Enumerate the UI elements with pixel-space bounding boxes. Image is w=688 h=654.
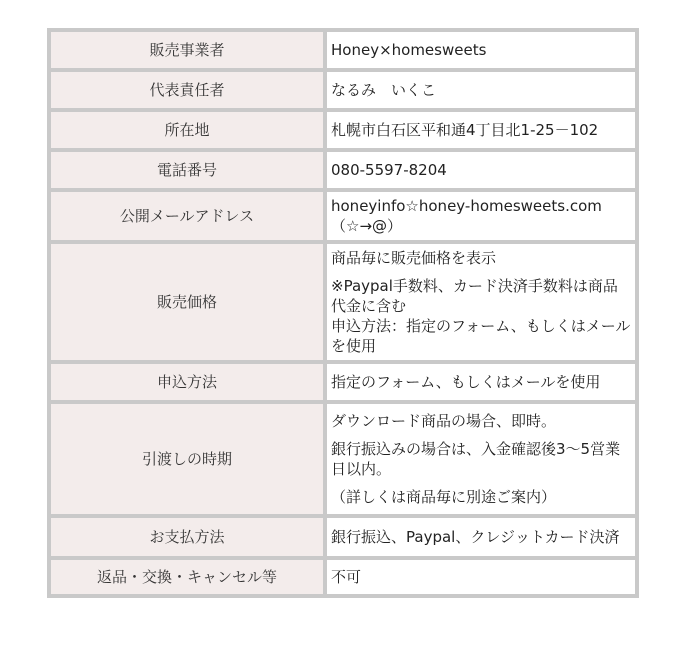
row-label-address: 所在地: [49, 110, 325, 150]
value-line: 札幌市白石区平和通4丁目北1-25－102: [331, 121, 599, 139]
row-value-payment: [325, 516, 637, 558]
value-line: （☆→@）: [331, 217, 403, 235]
value-line: 商品毎に販売価格を表示: [331, 249, 497, 267]
row-value-returns: [325, 558, 637, 596]
table-row: [49, 30, 637, 70]
table-row: [49, 242, 637, 362]
value-line: Honey×homesweets: [331, 41, 487, 59]
row-label-returns: 返品・交換・キャンセル等: [49, 558, 325, 596]
row-value-delivery: [325, 402, 637, 516]
table-row: [49, 362, 637, 402]
row-label-seller: 販売事業者: [49, 30, 325, 70]
row-label-application: 申込方法: [49, 362, 325, 402]
row-label-representative: 代表責任者: [49, 70, 325, 110]
business-info-table: [47, 28, 639, 598]
table-row: [49, 190, 637, 242]
value-line: ※Paypal手数料、カード決済手数料は商品代金に含む: [331, 277, 618, 315]
row-value-email: [325, 190, 637, 242]
table-row: [49, 516, 637, 558]
value-line: 不可: [331, 568, 362, 586]
row-value-representative: [325, 70, 637, 110]
value-line: 銀行振込みの場合は、入金確認後3～5営業日以内。: [331, 440, 621, 478]
table-row: [49, 70, 637, 110]
value-line: 080-5597-8204: [331, 161, 447, 179]
table-row: [49, 402, 637, 516]
row-label-email: 公開メールアドレス: [49, 190, 325, 242]
row-value-price: [325, 242, 637, 362]
row-value-phone: [325, 150, 637, 190]
row-label-delivery: 引渡しの時期: [49, 402, 325, 516]
value-line: 申込方法：指定のフォーム、もしくはメールを使用: [331, 317, 631, 355]
value-line: ダウンロード商品の場合、即時。: [331, 412, 557, 430]
table-row: [49, 558, 637, 596]
value-line: 銀行振込、Paypal、クレジットカード決済: [331, 528, 620, 546]
row-label-phone: 電話番号: [49, 150, 325, 190]
table-row: [49, 150, 637, 190]
table-row: [49, 110, 637, 150]
value-line: honeyinfo☆honey-homesweets.com: [331, 197, 602, 215]
value-line: （詳しくは商品毎に別途ご案内）: [331, 488, 557, 506]
value-line: なるみ いくこ: [331, 81, 437, 99]
row-label-price: 販売価格: [49, 242, 325, 362]
row-value-seller: [325, 30, 637, 70]
value-line: 指定のフォーム、もしくはメールを使用: [331, 373, 601, 391]
row-value-application: [325, 362, 637, 402]
row-label-payment: お支払方法: [49, 516, 325, 558]
row-value-address: [325, 110, 637, 150]
